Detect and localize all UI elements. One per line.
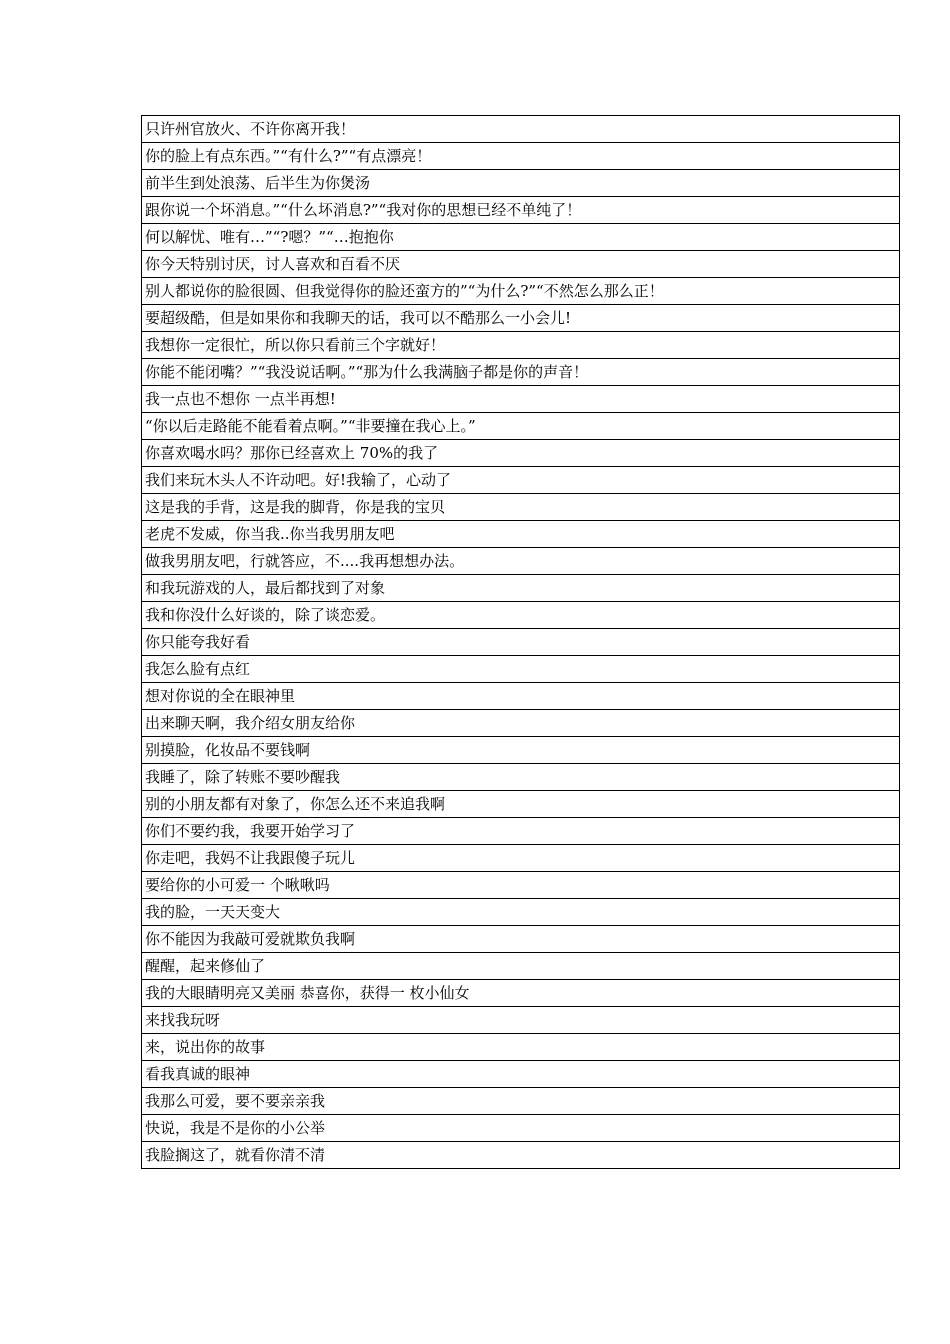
table-cell: 你只能夸我好看 <box>142 629 900 656</box>
table-cell: 我的大眼睛明亮又美丽 恭喜你，获得一 枚小仙女 <box>142 980 900 1007</box>
table-row <box>142 656 900 683</box>
table-row <box>142 629 900 656</box>
table-cell: 你们不要约我，我要开始学习了 <box>142 818 900 845</box>
table-cell: 前半生到处浪荡、后半生为你煲汤 <box>142 170 900 197</box>
table-cell: 只许州官放火、不许你离开我！ <box>142 116 900 143</box>
table-cell: 要超级酷，但是如果你和我聊天的话，我可以不酷那么一小会儿! <box>142 305 900 332</box>
table-cell: 你不能因为我敲可爱就欺负我啊 <box>142 926 900 953</box>
table-cell: 快说，我是不是你的小公举 <box>142 1115 900 1142</box>
table-cell: 要给你的小可爱一 个啾啾吗 <box>142 872 900 899</box>
table-row <box>142 1007 900 1034</box>
table-cell: 来，说出你的故事 <box>142 1034 900 1061</box>
table-row <box>142 170 900 197</box>
table-cell: 别摸脸，化妆品不要钱啊 <box>142 737 900 764</box>
table-row <box>142 548 900 575</box>
table-cell: 我怎么脸有点红 <box>142 656 900 683</box>
table-row <box>142 737 900 764</box>
table-row <box>142 440 900 467</box>
table-cell: 老虎不发威，你当我..你当我男朋友吧 <box>142 521 900 548</box>
table-row <box>142 278 900 305</box>
table-row <box>142 872 900 899</box>
table-cell: 你的脸上有点东西。”“有什么?”“有点漂亮！ <box>142 143 900 170</box>
table-row <box>142 521 900 548</box>
table-cell: 出来聊天啊，我介绍女朋友给你 <box>142 710 900 737</box>
table-row <box>142 116 900 143</box>
table-cell: 你今天特别讨厌，讨人喜欢和百看不厌 <box>142 251 900 278</box>
table-cell: 我想你一定很忙，所以你只看前三个字就好！ <box>142 332 900 359</box>
table-row <box>142 1088 900 1115</box>
table-cell: 我一点也不想你 一点半再想! <box>142 386 900 413</box>
table-cell: 我和你没什么好谈的，除了谈恋爱。 <box>142 602 900 629</box>
table-cell: 这是我的手背，这是我的脚背，你是我的宝贝 <box>142 494 900 521</box>
table-row <box>142 602 900 629</box>
table-cell: 和我玩游戏的人，最后都找到了对象 <box>142 575 900 602</box>
table-cell: 来找我玩呀 <box>142 1007 900 1034</box>
table-row <box>142 764 900 791</box>
table-cell: 你走吧，我妈不让我跟傻子玩儿 <box>142 845 900 872</box>
table-cell: 别人都说你的脸很圆、但我觉得你的脸还蛮方的”“为什么?”“不然怎么那么正！ <box>142 278 900 305</box>
table-cell: 我睡了，除了转账不要吵醒我 <box>142 764 900 791</box>
table-cell: 看我真诚的眼神 <box>142 1061 900 1088</box>
table-row <box>142 1061 900 1088</box>
table-row <box>142 1142 900 1169</box>
table-cell: “你以后走路能不能看着点啊。”“非要撞在我心上。” <box>142 413 900 440</box>
table-cell: 跟你说一个坏消息。”“什么坏消息?”“我对你的思想已经不单纯了！ <box>142 197 900 224</box>
table-row <box>142 926 900 953</box>
table-row <box>142 467 900 494</box>
table-cell: 我脸搁这了，就看你清不清 <box>142 1142 900 1169</box>
phrase-table-body <box>142 116 900 1169</box>
table-cell: 想对你说的全在眼神里 <box>142 683 900 710</box>
table-row <box>142 791 900 818</box>
table-row <box>142 494 900 521</box>
table-row <box>142 224 900 251</box>
table-cell: 醒醒，起来修仙了 <box>142 953 900 980</box>
table-row <box>142 332 900 359</box>
table-row <box>142 683 900 710</box>
table-row <box>142 305 900 332</box>
table-cell: 做我男朋友吧，行就答应，不....我再想想办法。 <box>142 548 900 575</box>
table-row <box>142 143 900 170</box>
table-cell: 我那么可爱，要不要亲亲我 <box>142 1088 900 1115</box>
table-row <box>142 575 900 602</box>
table-row <box>142 980 900 1007</box>
phrase-table <box>141 115 900 1169</box>
table-cell: 别的小朋友都有对象了，你怎么还不来追我啊 <box>142 791 900 818</box>
table-row <box>142 818 900 845</box>
table-cell: 我们来玩木头人不许动吧。好!我输了，心动了 <box>142 467 900 494</box>
table-row <box>142 710 900 737</box>
table-cell: 我的脸，一天天变大 <box>142 899 900 926</box>
table-row <box>142 953 900 980</box>
table-row <box>142 413 900 440</box>
table-row <box>142 845 900 872</box>
table-row <box>142 386 900 413</box>
table-cell: 你能不能闭嘴？”“我没说话啊。”“那为什么我满脑子都是你的声音！ <box>142 359 900 386</box>
table-cell: 你喜欢喝水吗？那你已经喜欢上 70%的我了 <box>142 440 900 467</box>
table-row <box>142 899 900 926</box>
table-cell: 何以解忧、唯有…”“?嗯？”“…抱抱你 <box>142 224 900 251</box>
table-row <box>142 197 900 224</box>
table-row <box>142 1115 900 1142</box>
table-row <box>142 1034 900 1061</box>
table-row <box>142 359 900 386</box>
table-row <box>142 251 900 278</box>
